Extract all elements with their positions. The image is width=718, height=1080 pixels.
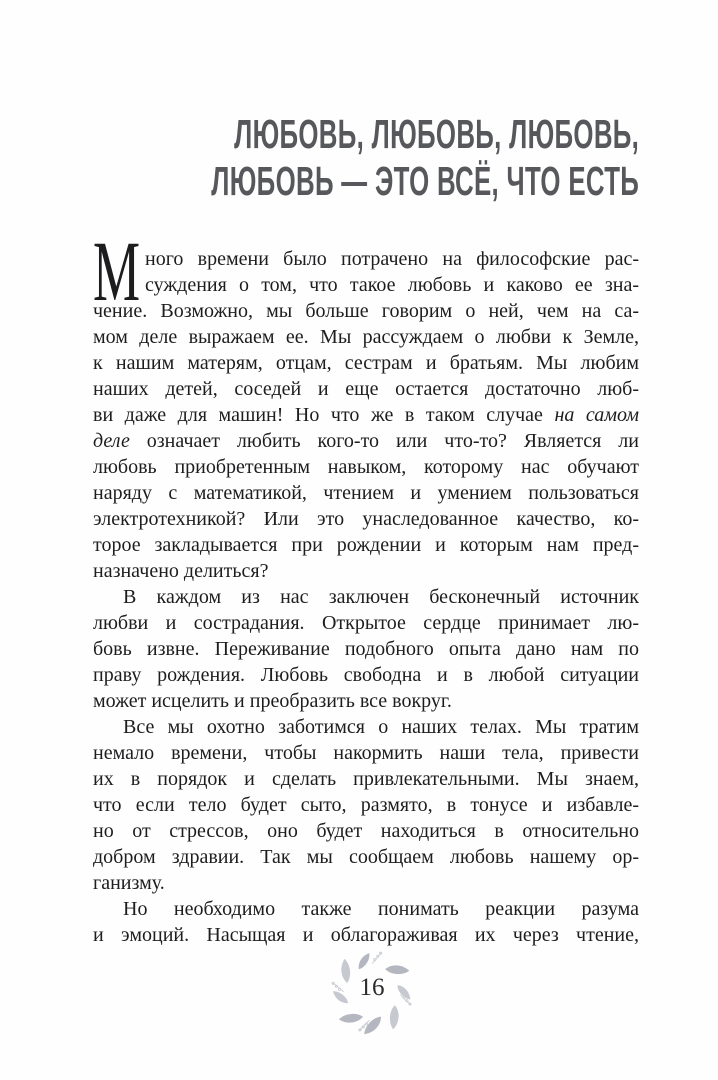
text-line — [93, 402, 639, 428]
text-line — [93, 714, 639, 740]
paragraph — [93, 714, 639, 896]
text-run: ного времени было потрачено на философские рас- — [145, 248, 639, 270]
paragraph — [93, 584, 639, 714]
text-line — [93, 844, 639, 870]
text-run: но от стрессов, оно будет находиться в относительно — [93, 820, 639, 842]
text-line — [93, 532, 639, 558]
italic-run: на самом — [554, 404, 640, 426]
paragraph — [93, 223, 640, 584]
text-line — [93, 350, 639, 376]
wreath-page-number — [328, 948, 416, 1036]
text-line — [93, 376, 639, 402]
text-line — [93, 584, 639, 610]
text-line — [93, 818, 639, 844]
text-run: суждения о том, что такое любовь и каково ее зна- — [145, 274, 639, 296]
text-line — [93, 740, 639, 766]
text-run: Все мы охотно заботимся о наших телах. Мы тратим — [123, 716, 639, 738]
page-number: 16 — [359, 974, 385, 1001]
text-run: и эмоций. Насыщая и облагораживая их через чтение, — [93, 924, 639, 946]
text-line — [93, 428, 639, 454]
text-line — [93, 480, 639, 506]
text-run: их в порядок и сделать привлекательными. Мы знаем, — [93, 768, 639, 790]
text-run: В каждом из нас заключен бесконечный источник — [123, 586, 639, 608]
text-line — [93, 922, 639, 948]
text-line — [93, 246, 639, 272]
text-line — [93, 688, 639, 714]
text-line — [93, 558, 639, 584]
text-line — [93, 870, 639, 896]
text-run: назначено делиться? — [93, 560, 269, 582]
text-line — [93, 636, 639, 662]
text-run: торое закладывается при рождении и которым нам пред- — [93, 534, 639, 556]
chapter-title-line-1: ЛЮБОВЬ, ЛЮБОВЬ, ЛЮБОВЬ, — [233, 111, 639, 157]
text-line — [93, 662, 639, 688]
text-run: может исцелить и преобразить все вокруг. — [93, 690, 452, 712]
text-run: ганизму. — [93, 872, 165, 894]
text-run: ви даже для машин! Но что же в таком случае — [93, 404, 555, 426]
body-text — [93, 223, 640, 948]
text-run: мом деле выражаем ее. Мы рассуждаем о любви к Земле, — [93, 326, 639, 348]
text-line — [93, 324, 639, 350]
text-run: любви и сострадания. Открытое сердце принимает лю- — [93, 612, 639, 634]
text-run: наших детей, соседей и еще остается достаточно люб- — [93, 378, 639, 400]
text-run: бовь извне. Переживание подобного опыта дано нам по — [93, 638, 639, 660]
text-run: Но необходимо также понимать реакции разума — [123, 898, 639, 920]
text-run: праву рождения. Любовь свободна и в любой ситуации — [93, 664, 639, 686]
text-line — [93, 454, 639, 480]
text-run: к нашим матерям, отцам, сестрам и братьям. Мы любим — [93, 352, 639, 374]
text-line — [93, 766, 639, 792]
drop-cap: М — [93, 223, 141, 319]
text-line — [93, 610, 639, 636]
text-run: добром здравии. Так мы сообщаем любовь нашему ор- — [93, 846, 639, 868]
text-run: наряду с математикой, чтением и умением пользоваться — [93, 482, 639, 504]
page-footer — [13, 948, 718, 1036]
text-run: чение. Возможно, мы больше говорим о ней, чем на са- — [93, 300, 639, 322]
text-line — [93, 792, 639, 818]
text-run: любовь приобретенным навыком, которому нас обучают — [93, 456, 639, 478]
chapter-title-line-2: ЛЮБОВЬ — ЭТО ВСЁ, ЧТО ЕСТЬ — [211, 158, 639, 204]
paragraph — [93, 896, 639, 948]
chapter-title — [0, 111, 639, 205]
italic-run: деле — [93, 430, 130, 452]
text-run: немало времени, чтобы накормить наши тела, привести — [93, 742, 639, 764]
text-line — [93, 298, 639, 324]
text-line — [93, 896, 639, 922]
text-run: означает любить кого-то или что-то? Является ли — [129, 430, 639, 452]
text-run: что если тело будет сыто, размято, в тонусе и избавле- — [93, 794, 639, 816]
text-run: электротехникой? Или это унаследованное качество, ко- — [93, 508, 639, 530]
text-line — [93, 506, 639, 532]
text-line — [93, 272, 639, 298]
